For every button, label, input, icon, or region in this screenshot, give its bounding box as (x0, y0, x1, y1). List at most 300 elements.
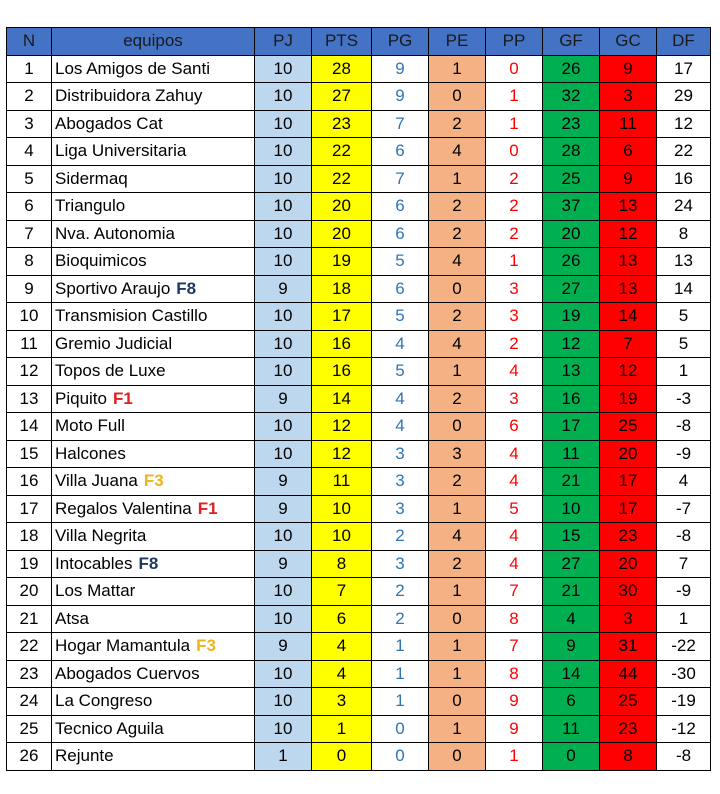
cell-pj: 10 (255, 248, 312, 276)
cell-df: 4 (657, 468, 711, 496)
cell-pp: 4 (486, 550, 543, 578)
cell-pts: 0 (312, 743, 372, 771)
team-name: Sportivo Araujo (55, 278, 171, 298)
team-name: La Congreso (55, 691, 153, 711)
cell-team (52, 523, 255, 551)
cell-team (52, 715, 255, 743)
cell-gf: 0 (543, 743, 600, 771)
team-flag: F1 (112, 388, 133, 408)
cell-gf: 26 (543, 248, 600, 276)
cell-team (52, 303, 255, 331)
cell-pg: 3 (372, 550, 429, 578)
cell-pe: 0 (429, 605, 486, 633)
cell-gc: 8 (600, 743, 657, 771)
cell-df: 12 (657, 110, 711, 138)
cell-pj: 10 (255, 138, 312, 166)
cell-gc: 23 (600, 523, 657, 551)
table-row (7, 330, 711, 358)
col-header-pj: PJ (255, 28, 312, 56)
cell-gf: 32 (543, 83, 600, 111)
cell-df: -8 (657, 743, 711, 771)
cell-n: 9 (7, 275, 52, 303)
cell-pg: 2 (372, 605, 429, 633)
cell-gf: 13 (543, 358, 600, 386)
cell-pts: 8 (312, 550, 372, 578)
cell-pts: 19 (312, 248, 372, 276)
cell-gf: 9 (543, 633, 600, 661)
cell-pg: 1 (372, 660, 429, 688)
cell-pts: 16 (312, 358, 372, 386)
cell-df: 29 (657, 83, 711, 111)
cell-pts: 10 (312, 523, 372, 551)
team-name: Atsa (55, 608, 90, 628)
cell-pp: 2 (486, 330, 543, 358)
team-name: Villa Juana (55, 471, 138, 491)
cell-gc: 12 (600, 358, 657, 386)
team-name: Transmision Castillo (55, 306, 208, 326)
team-name: Distribuidora Zahuy (55, 86, 203, 106)
cell-pts: 22 (312, 165, 372, 193)
cell-gf: 11 (543, 715, 600, 743)
cell-pg: 4 (372, 330, 429, 358)
cell-gc: 3 (600, 83, 657, 111)
cell-pe: 1 (429, 578, 486, 606)
team-name: Tecnico Aguila (55, 718, 164, 738)
table-row (7, 275, 711, 303)
cell-df: 14 (657, 275, 711, 303)
cell-pe: 2 (429, 385, 486, 413)
cell-gf: 14 (543, 660, 600, 688)
cell-n: 19 (7, 550, 52, 578)
cell-pj: 10 (255, 358, 312, 386)
cell-team (52, 605, 255, 633)
table-row (7, 550, 711, 578)
cell-gf: 27 (543, 550, 600, 578)
cell-pp: 2 (486, 165, 543, 193)
cell-df: -22 (657, 633, 711, 661)
cell-pj: 10 (255, 303, 312, 331)
cell-n: 24 (7, 688, 52, 716)
cell-team (52, 743, 255, 771)
cell-pj: 10 (255, 165, 312, 193)
cell-n: 11 (7, 330, 52, 358)
cell-gc: 6 (600, 138, 657, 166)
cell-pp: 9 (486, 715, 543, 743)
cell-pts: 4 (312, 633, 372, 661)
cell-pg: 5 (372, 248, 429, 276)
cell-pg: 3 (372, 468, 429, 496)
cell-pe: 1 (429, 165, 486, 193)
cell-pj: 10 (255, 330, 312, 358)
cell-df: -30 (657, 660, 711, 688)
cell-pts: 12 (312, 413, 372, 441)
cell-gf: 19 (543, 303, 600, 331)
cell-pg: 0 (372, 743, 429, 771)
cell-pp: 3 (486, 385, 543, 413)
cell-pe: 0 (429, 275, 486, 303)
cell-pp: 8 (486, 605, 543, 633)
cell-n: 17 (7, 495, 52, 523)
team-name: Piquito (55, 388, 107, 408)
cell-gf: 21 (543, 578, 600, 606)
team-name: Regalos Valentina (55, 498, 192, 518)
cell-pg: 1 (372, 633, 429, 661)
cell-team (52, 83, 255, 111)
team-name: Moto Full (55, 416, 125, 436)
team-flag: F3 (196, 636, 216, 656)
cell-n: 5 (7, 165, 52, 193)
cell-team (52, 385, 255, 413)
cell-pj: 10 (255, 523, 312, 551)
cell-pj: 10 (255, 660, 312, 688)
cell-df: -7 (657, 495, 711, 523)
cell-pg: 9 (372, 55, 429, 83)
cell-pj: 10 (255, 193, 312, 221)
cell-n: 1 (7, 55, 52, 83)
cell-gc: 9 (600, 165, 657, 193)
col-header-gc: GC (600, 28, 657, 56)
cell-pp: 0 (486, 55, 543, 83)
team-name: Hogar Mamantula (55, 636, 191, 656)
cell-gc: 13 (600, 275, 657, 303)
col-header-n: N (7, 28, 52, 56)
cell-gf: 17 (543, 413, 600, 441)
cell-team (52, 468, 255, 496)
cell-df: -9 (657, 578, 711, 606)
cell-gf: 21 (543, 468, 600, 496)
cell-pg: 3 (372, 440, 429, 468)
cell-team (52, 248, 255, 276)
cell-n: 16 (7, 468, 52, 496)
cell-pe: 1 (429, 55, 486, 83)
cell-pg: 3 (372, 495, 429, 523)
cell-df: -8 (657, 523, 711, 551)
team-flag: F8 (138, 553, 159, 573)
team-name: Abogados Cat (55, 113, 163, 133)
cell-pp: 4 (486, 523, 543, 551)
cell-pg: 5 (372, 358, 429, 386)
team-name: Topos de Luxe (55, 361, 166, 381)
cell-pe: 1 (429, 358, 486, 386)
cell-pg: 6 (372, 193, 429, 221)
cell-pe: 0 (429, 688, 486, 716)
cell-pts: 14 (312, 385, 372, 413)
cell-gf: 16 (543, 385, 600, 413)
cell-gc: 30 (600, 578, 657, 606)
cell-pts: 16 (312, 330, 372, 358)
cell-pj: 9 (255, 385, 312, 413)
col-header-equipos: equipos (52, 28, 255, 56)
cell-pp: 7 (486, 633, 543, 661)
cell-pe: 1 (429, 495, 486, 523)
cell-gc: 14 (600, 303, 657, 331)
cell-pp: 4 (486, 468, 543, 496)
cell-pg: 6 (372, 220, 429, 248)
cell-df: -19 (657, 688, 711, 716)
cell-gf: 11 (543, 440, 600, 468)
cell-team (52, 688, 255, 716)
col-header-pg: PG (372, 28, 429, 56)
table-row (7, 495, 711, 523)
cell-pj: 9 (255, 633, 312, 661)
cell-n: 7 (7, 220, 52, 248)
header-row (7, 28, 711, 56)
cell-pj: 10 (255, 110, 312, 138)
cell-pj: 9 (255, 495, 312, 523)
cell-gc: 20 (600, 440, 657, 468)
cell-pts: 17 (312, 303, 372, 331)
col-header-pe: PE (429, 28, 486, 56)
cell-team (52, 138, 255, 166)
cell-pe: 2 (429, 220, 486, 248)
team-name: Rejunte (55, 746, 114, 766)
team-name: Triangulo (55, 196, 126, 216)
table-row (7, 55, 711, 83)
cell-n: 8 (7, 248, 52, 276)
cell-pg: 4 (372, 413, 429, 441)
table-row (7, 715, 711, 743)
table-row (7, 468, 711, 496)
cell-n: 20 (7, 578, 52, 606)
cell-pp: 1 (486, 248, 543, 276)
table-row (7, 578, 711, 606)
cell-team (52, 633, 255, 661)
cell-pts: 3 (312, 688, 372, 716)
cell-gc: 17 (600, 495, 657, 523)
cell-pg: 6 (372, 275, 429, 303)
cell-gf: 28 (543, 138, 600, 166)
cell-pts: 10 (312, 495, 372, 523)
cell-gf: 27 (543, 275, 600, 303)
cell-df: 8 (657, 220, 711, 248)
cell-n: 22 (7, 633, 52, 661)
cell-n: 14 (7, 413, 52, 441)
cell-pe: 2 (429, 110, 486, 138)
cell-pp: 4 (486, 440, 543, 468)
cell-pj: 10 (255, 440, 312, 468)
cell-pp: 2 (486, 220, 543, 248)
cell-pts: 23 (312, 110, 372, 138)
col-header-df: DF (657, 28, 711, 56)
cell-gf: 20 (543, 220, 600, 248)
cell-pg: 2 (372, 523, 429, 551)
cell-df: 7 (657, 550, 711, 578)
cell-pj: 10 (255, 83, 312, 111)
cell-pe: 1 (429, 715, 486, 743)
cell-pj: 1 (255, 743, 312, 771)
table-row (7, 605, 711, 633)
table-row (7, 523, 711, 551)
table-row (7, 165, 711, 193)
cell-team (52, 330, 255, 358)
cell-pp: 3 (486, 275, 543, 303)
cell-n: 13 (7, 385, 52, 413)
cell-pp: 3 (486, 303, 543, 331)
cell-pj: 9 (255, 275, 312, 303)
team-name: Los Mattar (55, 581, 136, 601)
cell-team (52, 220, 255, 248)
team-name: Halcones (55, 443, 126, 463)
cell-pts: 20 (312, 220, 372, 248)
cell-pe: 0 (429, 743, 486, 771)
cell-df: -3 (657, 385, 711, 413)
team-name: Abogados Cuervos (55, 663, 200, 683)
cell-pg: 7 (372, 110, 429, 138)
cell-pg: 2 (372, 578, 429, 606)
cell-pe: 4 (429, 330, 486, 358)
cell-gf: 6 (543, 688, 600, 716)
cell-team (52, 165, 255, 193)
table-row (7, 385, 711, 413)
cell-pp: 9 (486, 688, 543, 716)
table-row (7, 743, 711, 771)
team-name: Sidermaq (55, 168, 128, 188)
cell-gf: 12 (543, 330, 600, 358)
cell-df: 1 (657, 605, 711, 633)
cell-gf: 4 (543, 605, 600, 633)
cell-gc: 17 (600, 468, 657, 496)
cell-gc: 25 (600, 688, 657, 716)
cell-gc: 44 (600, 660, 657, 688)
team-flag: F3 (143, 471, 164, 491)
team-name: Los Amigos de Santi (55, 58, 210, 78)
cell-team (52, 495, 255, 523)
table-row (7, 193, 711, 221)
cell-gc: 31 (600, 633, 657, 661)
cell-team (52, 578, 255, 606)
cell-n: 15 (7, 440, 52, 468)
cell-team (52, 55, 255, 83)
cell-pp: 4 (486, 358, 543, 386)
col-header-pts: PTS (312, 28, 372, 56)
cell-gf: 26 (543, 55, 600, 83)
cell-gc: 23 (600, 715, 657, 743)
cell-gf: 15 (543, 523, 600, 551)
cell-pe: 3 (429, 440, 486, 468)
col-header-gf: GF (543, 28, 600, 56)
cell-team (52, 440, 255, 468)
cell-n: 2 (7, 83, 52, 111)
team-name: Intocables (55, 553, 133, 573)
cell-df: -8 (657, 413, 711, 441)
table-row (7, 83, 711, 111)
cell-n: 10 (7, 303, 52, 331)
cell-gf: 23 (543, 110, 600, 138)
cell-n: 25 (7, 715, 52, 743)
cell-pe: 0 (429, 413, 486, 441)
cell-df: 1 (657, 358, 711, 386)
cell-team (52, 193, 255, 221)
cell-pe: 2 (429, 550, 486, 578)
cell-gc: 12 (600, 220, 657, 248)
cell-df: 16 (657, 165, 711, 193)
table-row (7, 688, 711, 716)
cell-pts: 22 (312, 138, 372, 166)
cell-team (52, 358, 255, 386)
standings-table (6, 27, 711, 771)
cell-pp: 1 (486, 83, 543, 111)
team-name: Liga Universitaria (55, 141, 187, 161)
cell-gc: 9 (600, 55, 657, 83)
cell-pp: 6 (486, 413, 543, 441)
cell-n: 12 (7, 358, 52, 386)
cell-pe: 2 (429, 468, 486, 496)
cell-df: 22 (657, 138, 711, 166)
team-name: Bioquimicos (55, 251, 147, 271)
table-row (7, 110, 711, 138)
team-name: Nva. Autonomia (55, 223, 176, 243)
cell-n: 3 (7, 110, 52, 138)
cell-n: 6 (7, 193, 52, 221)
cell-pts: 11 (312, 468, 372, 496)
table-row (7, 633, 711, 661)
cell-pts: 1 (312, 715, 372, 743)
cell-pg: 7 (372, 165, 429, 193)
cell-pp: 1 (486, 743, 543, 771)
cell-pts: 20 (312, 193, 372, 221)
cell-n: 4 (7, 138, 52, 166)
cell-pts: 27 (312, 83, 372, 111)
cell-gc: 7 (600, 330, 657, 358)
cell-pe: 1 (429, 633, 486, 661)
cell-gc: 25 (600, 413, 657, 441)
cell-pe: 4 (429, 248, 486, 276)
cell-pj: 10 (255, 688, 312, 716)
cell-n: 26 (7, 743, 52, 771)
cell-pj: 10 (255, 578, 312, 606)
cell-team (52, 660, 255, 688)
table-row (7, 660, 711, 688)
cell-gc: 20 (600, 550, 657, 578)
cell-gf: 25 (543, 165, 600, 193)
cell-team (52, 413, 255, 441)
team-name: Villa Negrita (55, 526, 147, 546)
table-row (7, 138, 711, 166)
cell-pg: 0 (372, 715, 429, 743)
cell-pts: 28 (312, 55, 372, 83)
cell-gc: 13 (600, 248, 657, 276)
team-name: Gremio Judicial (55, 333, 173, 353)
cell-pj: 10 (255, 55, 312, 83)
cell-pts: 7 (312, 578, 372, 606)
team-flag: F8 (176, 278, 197, 298)
cell-pg: 4 (372, 385, 429, 413)
cell-n: 21 (7, 605, 52, 633)
cell-pts: 12 (312, 440, 372, 468)
cell-n: 18 (7, 523, 52, 551)
cell-df: 24 (657, 193, 711, 221)
cell-pts: 18 (312, 275, 372, 303)
cell-gc: 13 (600, 193, 657, 221)
cell-pp: 5 (486, 495, 543, 523)
cell-df: -9 (657, 440, 711, 468)
cell-team (52, 275, 255, 303)
table-row (7, 413, 711, 441)
cell-pts: 6 (312, 605, 372, 633)
cell-pj: 10 (255, 605, 312, 633)
cell-pp: 7 (486, 578, 543, 606)
table-row (7, 303, 711, 331)
cell-df: 5 (657, 330, 711, 358)
cell-df: -12 (657, 715, 711, 743)
cell-gc: 3 (600, 605, 657, 633)
cell-pe: 0 (429, 83, 486, 111)
cell-pj: 9 (255, 550, 312, 578)
cell-pp: 8 (486, 660, 543, 688)
cell-pe: 4 (429, 138, 486, 166)
cell-gc: 11 (600, 110, 657, 138)
cell-pp: 2 (486, 193, 543, 221)
